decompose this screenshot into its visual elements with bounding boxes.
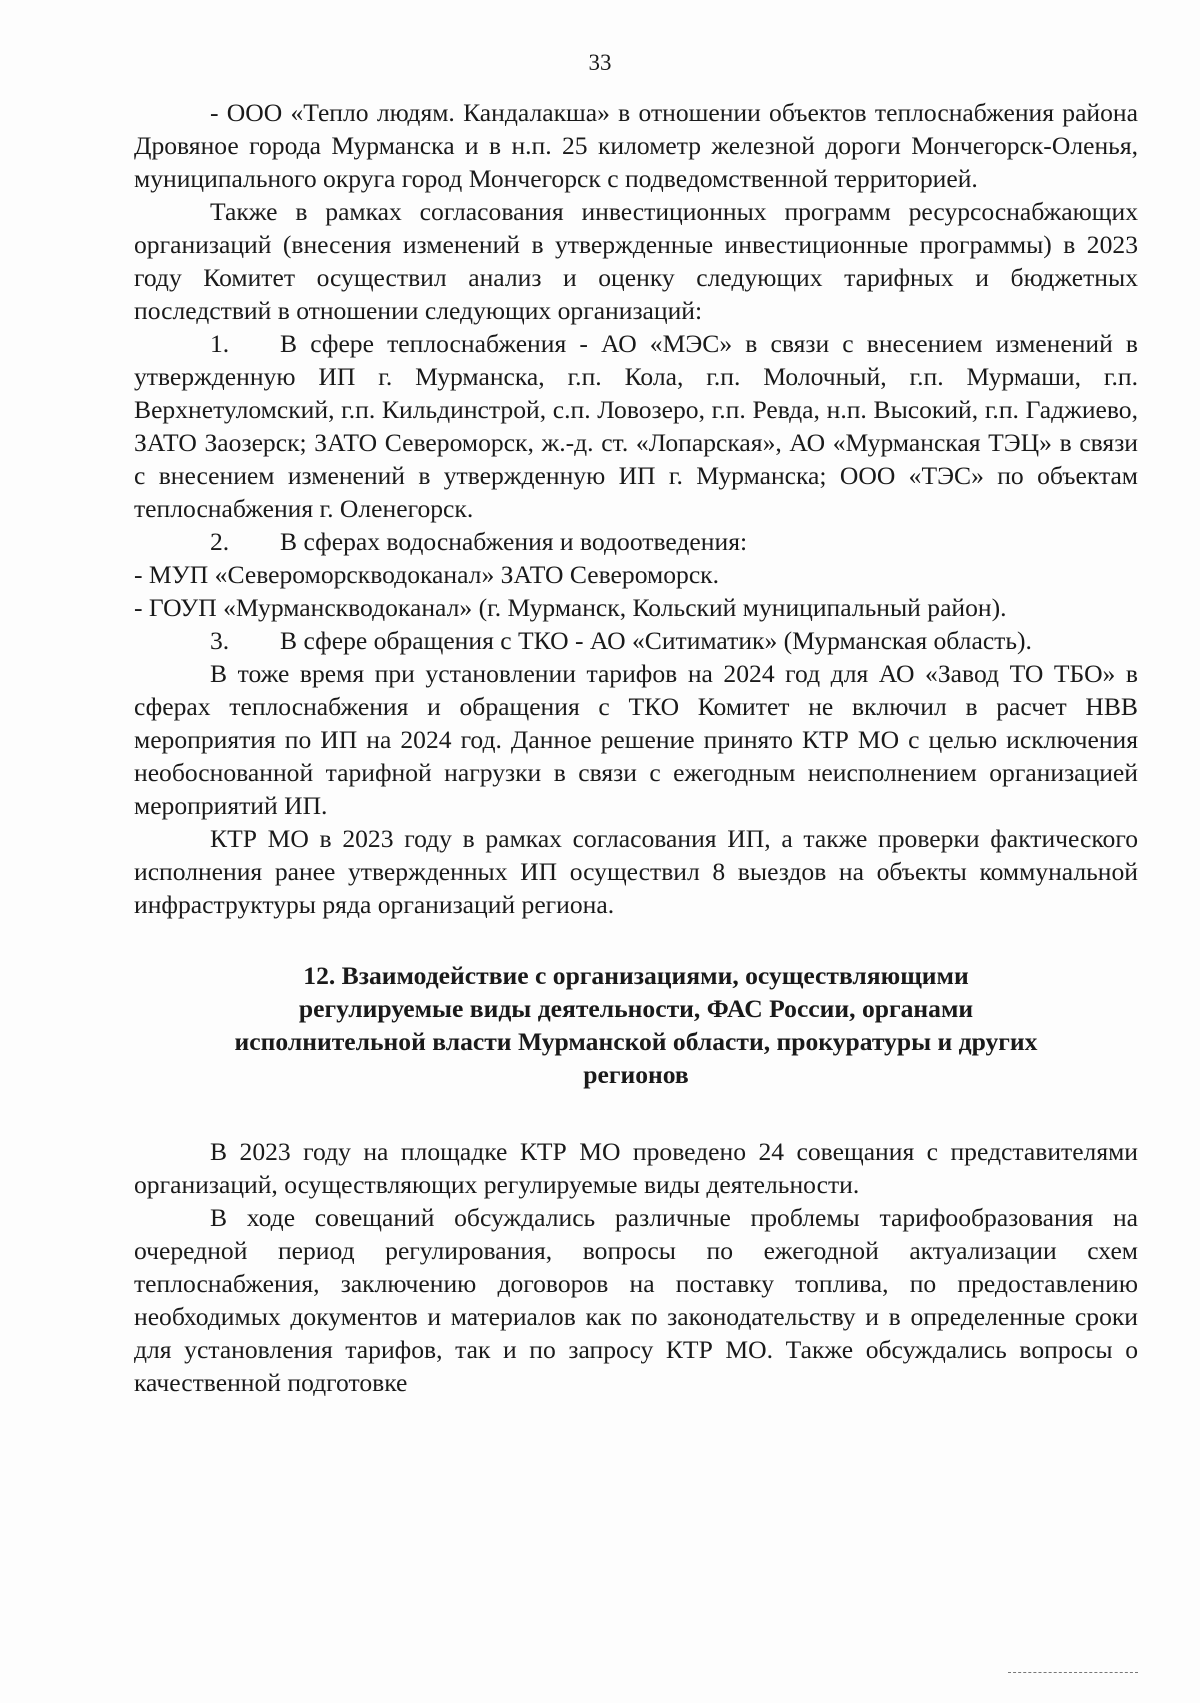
list-number: 1. [210, 329, 230, 358]
paragraph-meeting-topics: В ходе совещаний обсуждались различные проблемы тарифообразования на очередной период регулирования, вопросы по ежегодной актуализации схем теплоснабжения, заключению договоров на поставку топлива, по предоставлению необходимых документов и материалов как по законодательству и в определенные сроки для установления тарифов, так и по запросу КТР МО. Также обсуждались вопросы о качественной подготовке [134, 1203, 1138, 1397]
document-body [134, 96, 1138, 1399]
heading-line: исполнительной власти Мурманской области, прокуратуры и других [234, 1027, 1038, 1056]
paragraph-investment-programs: Также в рамках согласования инвестиционных программ ресурсоснабжающих организаций (внесения изменений в утвержденные инвестиционные программы) в 2023 году Комитет осуществил анализ и оценку следующих тарифных и бюджетных последствий в отношении следующих организаций: [134, 197, 1138, 325]
section-heading [134, 959, 1138, 1091]
sub-item-severomorsk: - МУП «Североморскводоканал» ЗАТО Североморск. [134, 560, 720, 589]
paragraph-meetings: В 2023 году на площадке КТР МО проведено 24 совещания с представителями организаций, осуществляющих регулируемые виды деятельности. [134, 1137, 1138, 1199]
list-number: 3. [210, 626, 230, 655]
paragraph-field-visits: КТР МО в 2023 году в рамках согласования ИП, а также проверки фактического исполнения ранее утвержденных ИП осуществил 8 выездов на объекты коммунальной инфраструктуры ряда организаций региона. [134, 824, 1138, 919]
list-item-water-supply [134, 525, 1138, 558]
heading-line: регулируемые виды деятельности, ФАС России, органами [298, 994, 974, 1023]
paragraph-zavod-to-tbo: В тоже время при установлении тарифов на 2024 год для АО «Завод ТО ТБО» в сферах теплоснабжения и обращения с ТКО Комитет не включил в расчет НВВ мероприятия по ИП на 2024 год. Данное решение принято КТР МО с целью исключения необоснованной тарифной нагрузки в связи с ежегодным неисполнением организацией мероприятий ИП. [134, 659, 1138, 820]
paragraph-teplo-lyudyam: - ООО «Тепло людям. Кандалакша» в отношении объектов теплоснабжения района Дровяное города Мурманска и в н.п. 25 километр железной дороги Мончегорск-Оленья, муниципального округа город Мончегорск с подведомственной территорией. [134, 98, 1138, 193]
list-item-text: В сферах водоснабжения и водоотведения: [280, 527, 748, 556]
list-item-heat-supply [134, 327, 1138, 525]
list-number: 2. [210, 527, 230, 556]
sub-item-murmansk-vodokanal: - ГОУП «Мурманскводоканал» (г. Мурманск, Кольский муниципальный район). [134, 593, 1007, 622]
heading-line: 12. Взаимодействие с организациями, осуществляющими [303, 961, 969, 990]
heading-line: регионов [583, 1060, 689, 1089]
list-item-text: В сфере обращения с ТКО - АО «Ситиматик» (Мурманская область). [280, 626, 1032, 655]
list-item-waste [134, 624, 1138, 657]
page-number: 33 [588, 50, 612, 75]
list-item-text: В сфере теплоснабжения - АО «МЭС» в связи с внесением изменений в утвержденную ИП г. Мурманска, г.п. Кола, г.п. Молочный, г.п. Мурмаши, г.п. Верхнетуломский, г.п. Кильдинстрой, с.п. Ловозеро, г.п. Ревда, н.п. Высокий, г.п. Гаджиево, ЗАТО Заозерск; ЗАТО Североморск, ж.-д. ст. «Лопарская», АО «Мурманская ТЭЦ» в связи с внесением изменений в утвержденную ИП г. Мурманска; ООО «ТЭС» по объектам теплоснабжения г. Оленегорск. [134, 329, 1138, 523]
page-corner-mark [1008, 1672, 1138, 1673]
